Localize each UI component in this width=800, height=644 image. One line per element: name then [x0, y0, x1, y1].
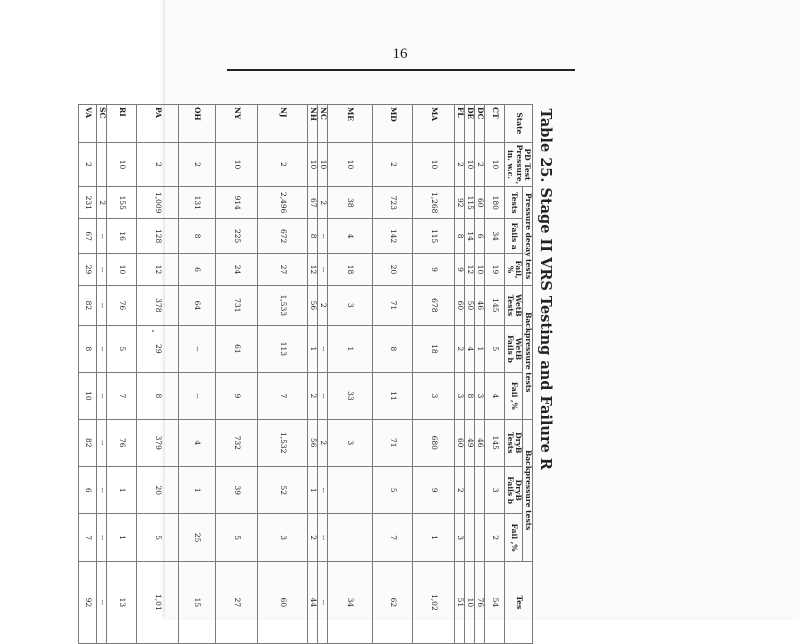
- pd-test-cell: 10: [485, 142, 505, 187]
- state-cell: SC: [97, 105, 107, 143]
- dryb-fails-cell: 52: [258, 466, 308, 513]
- pd-fail-pct-cell: 12: [137, 254, 179, 286]
- dryb-tests-cell: 3: [328, 419, 373, 466]
- pd-fails-cell: 128: [137, 219, 179, 254]
- dryb-fail-pct-cell: 5: [216, 514, 258, 561]
- group-header-backpressure-wet: Backpressure tests: [523, 286, 533, 420]
- table-row: [107, 105, 137, 644]
- pd-tests-cell: 115: [465, 187, 475, 219]
- pd-test-cell: 2: [373, 142, 413, 187]
- state-cell: MA: [413, 105, 455, 143]
- dryb-fail-pct-cell: 3: [455, 514, 465, 561]
- table-row: [179, 105, 216, 644]
- pd-test-cell: 10: [308, 142, 318, 187]
- dryb-fail-pct-cell: 5: [137, 514, 179, 561]
- col-header-pd-tests: Tests: [505, 187, 523, 219]
- state-cell: NH: [308, 105, 318, 143]
- pd-fails-cell: 115: [413, 219, 455, 254]
- wetb-tests-cell: 71: [373, 286, 413, 326]
- extra-tests-cell: --: [318, 561, 328, 643]
- wetb-fail-pct-cell: 2: [308, 373, 318, 419]
- table-row: [137, 105, 179, 644]
- wetb-fails-cell: 1: [308, 325, 318, 372]
- wetb-tests-cell: 378: [137, 286, 179, 326]
- extra-tests-cell: 44: [308, 561, 318, 643]
- pd-test-cell: 2: [258, 142, 308, 187]
- dryb-tests-cell: 2: [318, 419, 328, 466]
- col-header-pd-fails: Fails a: [505, 219, 523, 254]
- wetb-fails-cell: 5: [107, 325, 137, 372]
- dryb-tests-cell: 145: [485, 419, 505, 466]
- state-cell: DE: [465, 105, 475, 143]
- table-row: [475, 105, 485, 644]
- table-title: Table 25. Stage II VRS Testing and Failure R: [537, 108, 555, 470]
- dryb-fail-pct-cell: [328, 514, 373, 561]
- extra-tests-cell: 13: [107, 561, 137, 643]
- pd-tests-cell: 67: [308, 187, 318, 219]
- dryb-tests-cell: 49: [465, 419, 475, 466]
- wetb-fail-pct-cell: 7: [107, 373, 137, 419]
- table-row: [413, 105, 455, 644]
- pd-test-cell: 2: [137, 142, 179, 187]
- dryb-tests-cell: 46: [475, 419, 485, 466]
- page-number: 16: [392, 46, 408, 62]
- pd-fail-pct-cell: 12: [308, 254, 318, 286]
- dryb-tests-cell: 4: [179, 419, 216, 466]
- dryb-fail-pct-cell: 3: [258, 514, 308, 561]
- dryb-fails-cell: 5: [373, 466, 413, 513]
- col-header-pd-test: PD Test Pressure, in. w.c.: [505, 142, 533, 187]
- wetb-fails-cell: 8: [79, 325, 97, 372]
- pd-fail-pct-cell: 12: [465, 254, 475, 286]
- pd-tests-cell: 723: [373, 187, 413, 219]
- dryb-fails-cell: 1: [107, 466, 137, 513]
- pd-tests-cell: 60: [475, 187, 485, 219]
- pd-fail-pct-cell: 10: [107, 254, 137, 286]
- wetb-fails-cell: 4: [465, 325, 475, 372]
- wetb-fail-pct-cell: 8: [465, 373, 475, 419]
- wetb-tests-cell: 678: [413, 286, 455, 326]
- pd-test-cell: 2: [455, 142, 465, 187]
- extra-tests-cell: 34: [328, 561, 373, 643]
- state-cell: NC: [318, 105, 328, 143]
- wetb-tests-cell: 3: [328, 286, 373, 326]
- wetb-tests-cell: 64: [179, 286, 216, 326]
- table-row: [216, 105, 258, 644]
- pd-tests-cell: 92: [455, 187, 465, 219]
- table-row: [258, 105, 308, 644]
- pd-test-cell: 10: [328, 142, 373, 187]
- extra-tests-cell: 1,02: [413, 561, 455, 643]
- wetb-fails-cell: --: [97, 325, 107, 372]
- wetb-tests-cell: 46: [475, 286, 485, 326]
- table-rotation-wrapper: [83, 104, 557, 644]
- header-rule: [227, 69, 575, 71]
- pd-test-cell: [97, 142, 107, 187]
- wetb-tests-cell: 1,533: [258, 286, 308, 326]
- dryb-tests-cell: 56: [308, 419, 318, 466]
- wetb-tests-cell: 50: [465, 286, 475, 326]
- pd-test-cell: 2: [475, 142, 485, 187]
- dryb-fails-cell: 2: [455, 466, 465, 513]
- pd-tests-cell: 2,496: [258, 187, 308, 219]
- pd-fail-pct-cell: 18: [328, 254, 373, 286]
- group-header-row: [523, 105, 533, 644]
- dryb-fail-pct-cell: [475, 514, 485, 561]
- col-header-pd-fail-pct: Fail, %: [505, 254, 523, 286]
- dryb-fail-pct-cell: 1: [107, 514, 137, 561]
- dryb-fail-pct-cell: --: [97, 514, 107, 561]
- extra-tests-cell: 54: [485, 561, 505, 643]
- dryb-fail-pct-cell: 2: [485, 514, 505, 561]
- dryb-fails-cell: [475, 466, 485, 513]
- extra-tests-cell: 27: [216, 561, 258, 643]
- dryb-fails-cell: 39: [216, 466, 258, 513]
- pd-fails-cell: 6: [475, 219, 485, 254]
- wetb-fail-pct-cell: --: [97, 373, 107, 419]
- pd-fail-pct-cell: 9: [413, 254, 455, 286]
- extra-tests-cell: 62: [373, 561, 413, 643]
- dryb-fail-pct-cell: 25: [179, 514, 216, 561]
- dryb-fails-cell: --: [97, 466, 107, 513]
- pd-fail-pct-cell: 27: [258, 254, 308, 286]
- pd-fail-pct-cell: 20: [373, 254, 413, 286]
- dryb-fails-cell: [465, 466, 475, 513]
- pd-test-cell: 10: [413, 142, 455, 187]
- col-header-dryb-fail-pct: Fail ,%: [505, 514, 523, 561]
- wetb-fail-pct-cell: --: [318, 373, 328, 419]
- dryb-tests-cell: 76: [107, 419, 137, 466]
- pd-fails-cell: 4: [328, 219, 373, 254]
- pd-fails-cell: --: [97, 219, 107, 254]
- state-cell: NY: [216, 105, 258, 143]
- pd-fail-pct-cell: 10: [475, 254, 485, 286]
- dryb-fails-cell: 1: [308, 466, 318, 513]
- state-cell: FL: [455, 105, 465, 143]
- pd-fails-cell: 672: [258, 219, 308, 254]
- wetb-fail-pct-cell: 3: [475, 373, 485, 419]
- state-cell: MD: [373, 105, 413, 143]
- dryb-fail-pct-cell: [465, 514, 475, 561]
- state-cell: DC: [475, 105, 485, 143]
- wetb-fails-cell: 5: [485, 325, 505, 372]
- extra-tests-cell: 1,01: [137, 561, 179, 643]
- table-caption-row: [533, 105, 558, 644]
- dryb-tests-cell: 1,532: [258, 419, 308, 466]
- extra-tests-cell: 10: [465, 561, 475, 643]
- wetb-fails-cell: 29: [137, 325, 179, 372]
- dryb-tests-cell: 680: [413, 419, 455, 466]
- pd-tests-cell: 2: [318, 187, 328, 219]
- dryb-fail-pct-cell: --: [318, 514, 328, 561]
- extra-tests-cell: 60: [258, 561, 308, 643]
- dryb-tests-cell: 71: [373, 419, 413, 466]
- table-row: [328, 105, 373, 644]
- pd-fails-cell: 34: [485, 219, 505, 254]
- state-cell: PA: [137, 105, 179, 143]
- dryb-fails-cell: 3: [485, 466, 505, 513]
- dryb-fails-cell: 6: [79, 466, 97, 513]
- wetb-fails-cell: 113: [258, 325, 308, 372]
- vrs-testing-table: [78, 104, 557, 644]
- table-row: [455, 105, 465, 644]
- wetb-fail-pct-cell: 33: [328, 373, 373, 419]
- rotated-table-area: [83, 104, 800, 618]
- wetb-fail-pct-cell: 11: [373, 373, 413, 419]
- col-header-dryb-fails: DryB Fails b: [505, 466, 523, 513]
- pd-fails-cell: 14: [465, 219, 475, 254]
- pd-fail-pct-cell: 9: [455, 254, 465, 286]
- wetb-fails-cell: 1: [475, 325, 485, 372]
- wetb-fails-cell: 2: [455, 325, 465, 372]
- wetb-tests-cell: --: [97, 286, 107, 326]
- dryb-tests-cell: --: [97, 419, 107, 466]
- extra-tests-cell: 92: [79, 561, 97, 643]
- col-header-wetb-fails: WetB Fails b: [505, 325, 523, 372]
- wetb-tests-cell: 731: [216, 286, 258, 326]
- dryb-fails-cell: 20: [137, 466, 179, 513]
- wetb-fails-cell: --: [318, 325, 328, 372]
- wetb-tests-cell: 76: [107, 286, 137, 326]
- table-row: [308, 105, 318, 644]
- col-header-wetb-fail-pct: Fail ,%: [505, 373, 523, 419]
- dryb-fail-pct-cell: 7: [79, 514, 97, 561]
- dryb-fail-pct-cell: 7: [373, 514, 413, 561]
- dryb-fails-cell: [328, 466, 373, 513]
- group-header-backpressure-dry: Backpressure tests: [523, 419, 533, 561]
- pd-fails-cell: 8: [179, 219, 216, 254]
- group-header-pressure-decay: Pressure decay tests: [523, 187, 533, 286]
- pd-test-cell: 10: [107, 142, 137, 187]
- state-cell: ME: [328, 105, 373, 143]
- dryb-fails-cell: 9: [413, 466, 455, 513]
- pd-fails-cell: 225: [216, 219, 258, 254]
- dryb-tests-cell: 82: [79, 419, 97, 466]
- pd-tests-cell: 131: [179, 187, 216, 219]
- pd-fail-pct-cell: --: [318, 254, 328, 286]
- pd-fail-pct-cell: --: [97, 254, 107, 286]
- dryb-tests-cell: 379: [137, 419, 179, 466]
- wetb-fail-pct-cell: 7: [258, 373, 308, 419]
- extra-tests-cell: 51: [455, 561, 465, 643]
- state-cell: VA: [79, 105, 97, 143]
- state-cell: NJ: [258, 105, 308, 143]
- pd-fails-cell: 142: [373, 219, 413, 254]
- dryb-fails-cell: --: [318, 466, 328, 513]
- pd-tests-cell: 914: [216, 187, 258, 219]
- pd-test-cell: 2: [179, 142, 216, 187]
- extra-tests-cell: --: [97, 561, 107, 643]
- table-row: [465, 105, 475, 644]
- pd-tests-cell: 231: [79, 187, 97, 219]
- pd-test-cell: 2: [79, 142, 97, 187]
- wetb-fail-pct-cell: --: [179, 373, 216, 419]
- pd-fails-cell: --: [318, 219, 328, 254]
- table-row: [373, 105, 413, 644]
- wetb-fail-pct-cell: 9: [216, 373, 258, 419]
- pd-test-cell: 10: [216, 142, 258, 187]
- pd-tests-cell: 1,268: [413, 187, 455, 219]
- table-row: [485, 105, 505, 644]
- wetb-fail-pct-cell: 4: [485, 373, 505, 419]
- wetb-tests-cell: 56: [308, 286, 318, 326]
- pd-tests-cell: 1,009: [137, 187, 179, 219]
- pd-tests-cell: 38: [328, 187, 373, 219]
- extra-tests-cell: 76: [475, 561, 485, 643]
- col-header-state: State: [505, 105, 533, 143]
- table-row: [318, 105, 328, 644]
- wetb-fail-pct-cell: 3: [413, 373, 455, 419]
- dryb-tests-cell: 60: [455, 419, 465, 466]
- state-cell: CT: [485, 105, 505, 143]
- pd-fail-pct-cell: 29: [79, 254, 97, 286]
- extra-tests-cell: 15: [179, 561, 216, 643]
- dryb-tests-cell: 732: [216, 419, 258, 466]
- wetb-fail-pct-cell: 10: [79, 373, 97, 419]
- pd-fail-pct-cell: 24: [216, 254, 258, 286]
- wetb-fails-cell: --: [179, 325, 216, 372]
- wetb-tests-cell: 145: [485, 286, 505, 326]
- wetb-tests-cell: 82: [79, 286, 97, 326]
- pd-fails-cell: 67: [79, 219, 97, 254]
- pd-fails-cell: 16: [107, 219, 137, 254]
- wetb-fails-cell: 1: [328, 325, 373, 372]
- col-header-wetb-tests: WetB Tests: [505, 286, 523, 326]
- pd-test-cell: 10: [318, 142, 328, 187]
- pd-tests-cell: 2: [97, 187, 107, 219]
- table-row: [97, 105, 107, 644]
- dryb-fail-pct-cell: 1: [413, 514, 455, 561]
- dryb-fails-cell: 1: [179, 466, 216, 513]
- pd-test-cell: 10: [465, 142, 475, 187]
- wetb-fails-cell: 18: [413, 325, 455, 372]
- dryb-fail-pct-cell: 2: [308, 514, 318, 561]
- table-row: [79, 105, 97, 644]
- pd-fails-cell: 8: [455, 219, 465, 254]
- pd-tests-cell: 180: [485, 187, 505, 219]
- pd-fail-pct-cell: 6: [179, 254, 216, 286]
- state-cell: OH: [179, 105, 216, 143]
- wetb-fail-pct-cell: 3: [455, 373, 465, 419]
- state-cell: RI: [107, 105, 137, 143]
- col-header-dryb-tests: DryB Tests: [505, 419, 523, 466]
- wetb-tests-cell: 60: [455, 286, 465, 326]
- wetb-fails-cell: 8: [373, 325, 413, 372]
- pd-tests-cell: 155: [107, 187, 137, 219]
- pd-fail-pct-cell: 19: [485, 254, 505, 286]
- pd-fails-cell: 8: [308, 219, 318, 254]
- wetb-tests-cell: 2: [318, 286, 328, 326]
- wetb-fail-pct-cell: 8: [137, 373, 179, 419]
- wetb-fails-cell: 61: [216, 325, 258, 372]
- col-header-extra-tests: Tes: [505, 561, 533, 643]
